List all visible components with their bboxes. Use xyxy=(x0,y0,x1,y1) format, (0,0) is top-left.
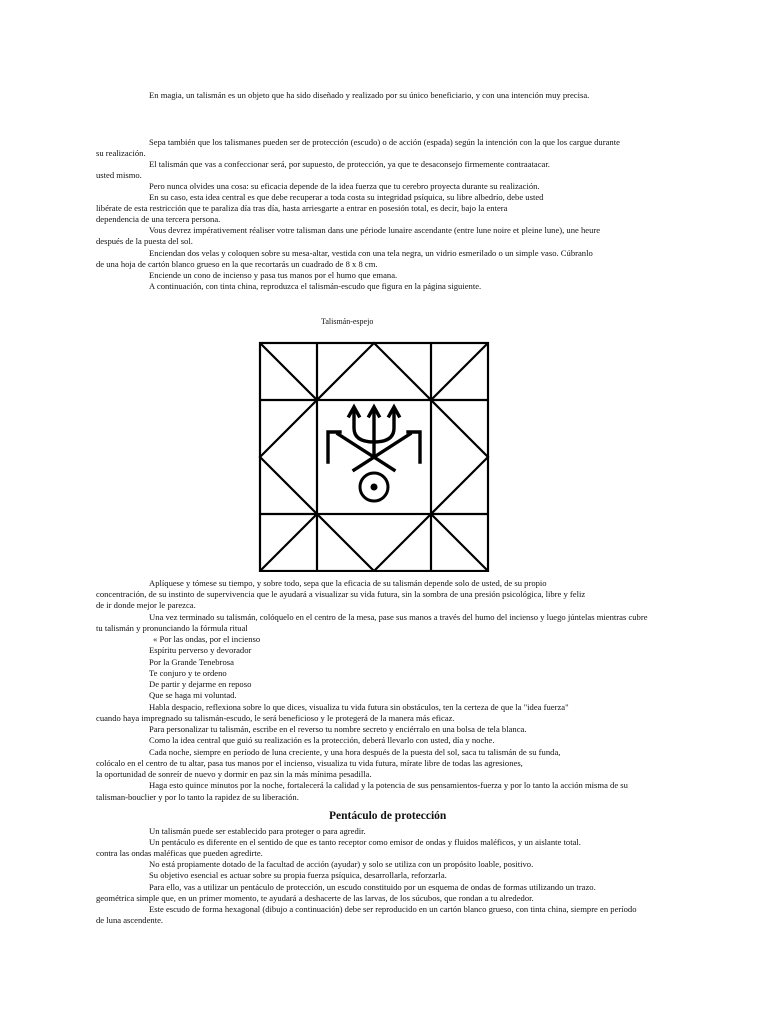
text-line: Enciendan dos velas y coloquen sobre su mesa-altar, vestida con una tela negra, un vidrio esmerilado o un simple vaso. Cúbranlo xyxy=(149,248,593,258)
text-line: Para ello, vas a utilizar un pentáculo de protección, un escudo constituido por un esquema de ondas de formas utilizando un trazo. xyxy=(149,882,596,892)
ritual-line: Por la Grande Tenebrosa xyxy=(149,657,234,667)
text-line: talisman-bouclier y por lo tanto la rapidez de su liberación. xyxy=(96,792,299,802)
text-line: Haga esto quince minutos por la noche, fortalecerá la calidad y la potencia de sus pensamientos-fuerza y por lo tanto la acción misma de su xyxy=(149,780,628,790)
text-line: libérate de esta restricción que te paraliza día tras día, hasta arriesgarte a entrar en posesión total, es decir, bajo la entera xyxy=(96,203,508,213)
text-line: Habla despacio, reflexiona sobre lo que dices, visualiza tu vida futura sin obstáculos, ten la certeza de que la "idea fuerza" xyxy=(149,702,569,712)
text-line: Vous devrez impérativement réaliser votre talisman dans une période lunaire ascendante (entre lune noire et pleine lune), une heure xyxy=(149,225,601,235)
text-line: Pero nunca olvides una cosa: su eficacia depende de la idea fuerza que tu cerebro proyecta durante su realización. xyxy=(149,181,540,191)
ritual-line: De partir y dejarme en reposo xyxy=(149,679,252,689)
text-line: cuando haya impregnado su talismán-escudo, le será beneficioso y le protegerá de la manera más eficaz. xyxy=(96,713,455,723)
text-line: concentración, de su instinto de supervivencia que le ayudará a visualizar su vida futura, sin la sombra de una presión psicológica, libre y feliz xyxy=(96,589,586,599)
ritual-line: Que se haga mi voluntad. xyxy=(149,690,237,700)
text-line: Aplíquese y tómese su tiempo, y sobre todo, sepa que la eficacia de su talismán depende solo de usted, de su propio xyxy=(149,578,547,588)
text-line: geométrica simple que, en un primer momento, te ayudará a deshacerte de las larvas, de los súcubos, que rondan a tu alrededor. xyxy=(96,893,534,903)
talisman-diagram xyxy=(258,310,490,572)
ritual-line: Te conjuro y te ordeno xyxy=(149,668,227,678)
text-line: de luna ascendente. xyxy=(96,915,164,925)
text-line: tu talismán y pronunciando la fórmula ritual xyxy=(96,623,248,633)
text-line: su realización. xyxy=(96,148,146,158)
text-line: Una vez terminado su talismán, colóquelo en el centro de la mesa, pase sus manos a través del humo del incienso y luego júntelas mientras cubre xyxy=(149,612,648,622)
text-line: Como la idea central que guió su realización es la protección, deberá llevarlo con usted, día y noche. xyxy=(149,735,495,745)
text-line: después de la puesta del sol. xyxy=(96,236,193,246)
ritual-line: « Por las ondas, por el incienso xyxy=(153,634,261,644)
text-line: Para personalizar tu talismán, escribe en el reverso tu nombre secreto y enciérralo en una bolsa de tela blanca. xyxy=(149,724,527,734)
intro-paragraph: En magia, un talismán es un objeto que ha sido diseñado y realizado por su único beneficiario, y con una intención muy precisa. xyxy=(149,90,590,100)
text-line: El talismán que vas a confeccionar será, por supuesto, de protección, ya que te desaconsejo firmemente contraatacar. xyxy=(149,159,550,169)
text-line: No está propiamente dotado de la facultad de acción (ayudar) y solo se utiliza con un propósito loable, positivo. xyxy=(149,859,534,869)
figure-caption: Talismán-espejo xyxy=(321,317,374,326)
text-line: Un talismán puede ser establecido para proteger o para agredir. xyxy=(149,826,366,836)
text-line: de ir donde mejor le parezca. xyxy=(96,600,196,610)
text-line: Sepa también que los talismanes pueden ser de protección (escudo) o de acción (espada) según la intención con la que los cargue durante xyxy=(149,137,620,147)
text-line: Un pentáculo es diferente en el sentido de que es tanto receptor como emisor de ondas y fluidos maléficos, y un aislante total. xyxy=(149,837,581,847)
text-line: usted mismo. xyxy=(96,170,142,180)
text-line: de una hoja de cartón blanco grueso en la que recortarás un cuadrado de 8 x 8 cm. xyxy=(96,259,378,269)
text-line: Su objetivo esencial es actuar sobre su propia fuerza psíquica, desarrollarla, reforzarla. xyxy=(149,870,447,880)
ritual-line: Espíritu perverso y devorador xyxy=(149,645,252,655)
text-line: colócalo en el centro de tu altar, pasa tus manos por el incienso, visualiza tu vida futura, mírate libre de todas las agresiones, xyxy=(96,758,523,768)
text-line: Este escudo de forma hexagonal (dibujo a continuación) debe ser reproducido en un cartón blanco grueso, con tinta china, siempre en período xyxy=(149,904,637,914)
text-line: En su caso, esta idea central es que debe recuperar a toda costa su integridad psíquica, su libre albedrío, debe usted xyxy=(149,192,544,202)
text-line: la oportunidad de sonreír de nuevo y dormir en paz sin la más mínima pesadilla. xyxy=(96,769,372,779)
text-line: Enciende un cono de incienso y pasa tus manos por el humo que emana. xyxy=(149,270,398,280)
section-heading: Pentáculo de protección xyxy=(329,810,447,822)
text-line: Cada noche, siempre en período de luna creciente, y una hora después de la puesta del sol, saca tu talismán de su funda, xyxy=(149,747,561,757)
sigil-dot xyxy=(371,484,378,491)
text-line: A continuación, con tinta china, reproduzca el talismán-escudo que figura en la página siguiente. xyxy=(149,281,482,291)
text-line: contra las ondas maléficas que pueden agredirte. xyxy=(96,848,263,858)
text-line: dependencia de una tercera persona. xyxy=(96,214,221,224)
